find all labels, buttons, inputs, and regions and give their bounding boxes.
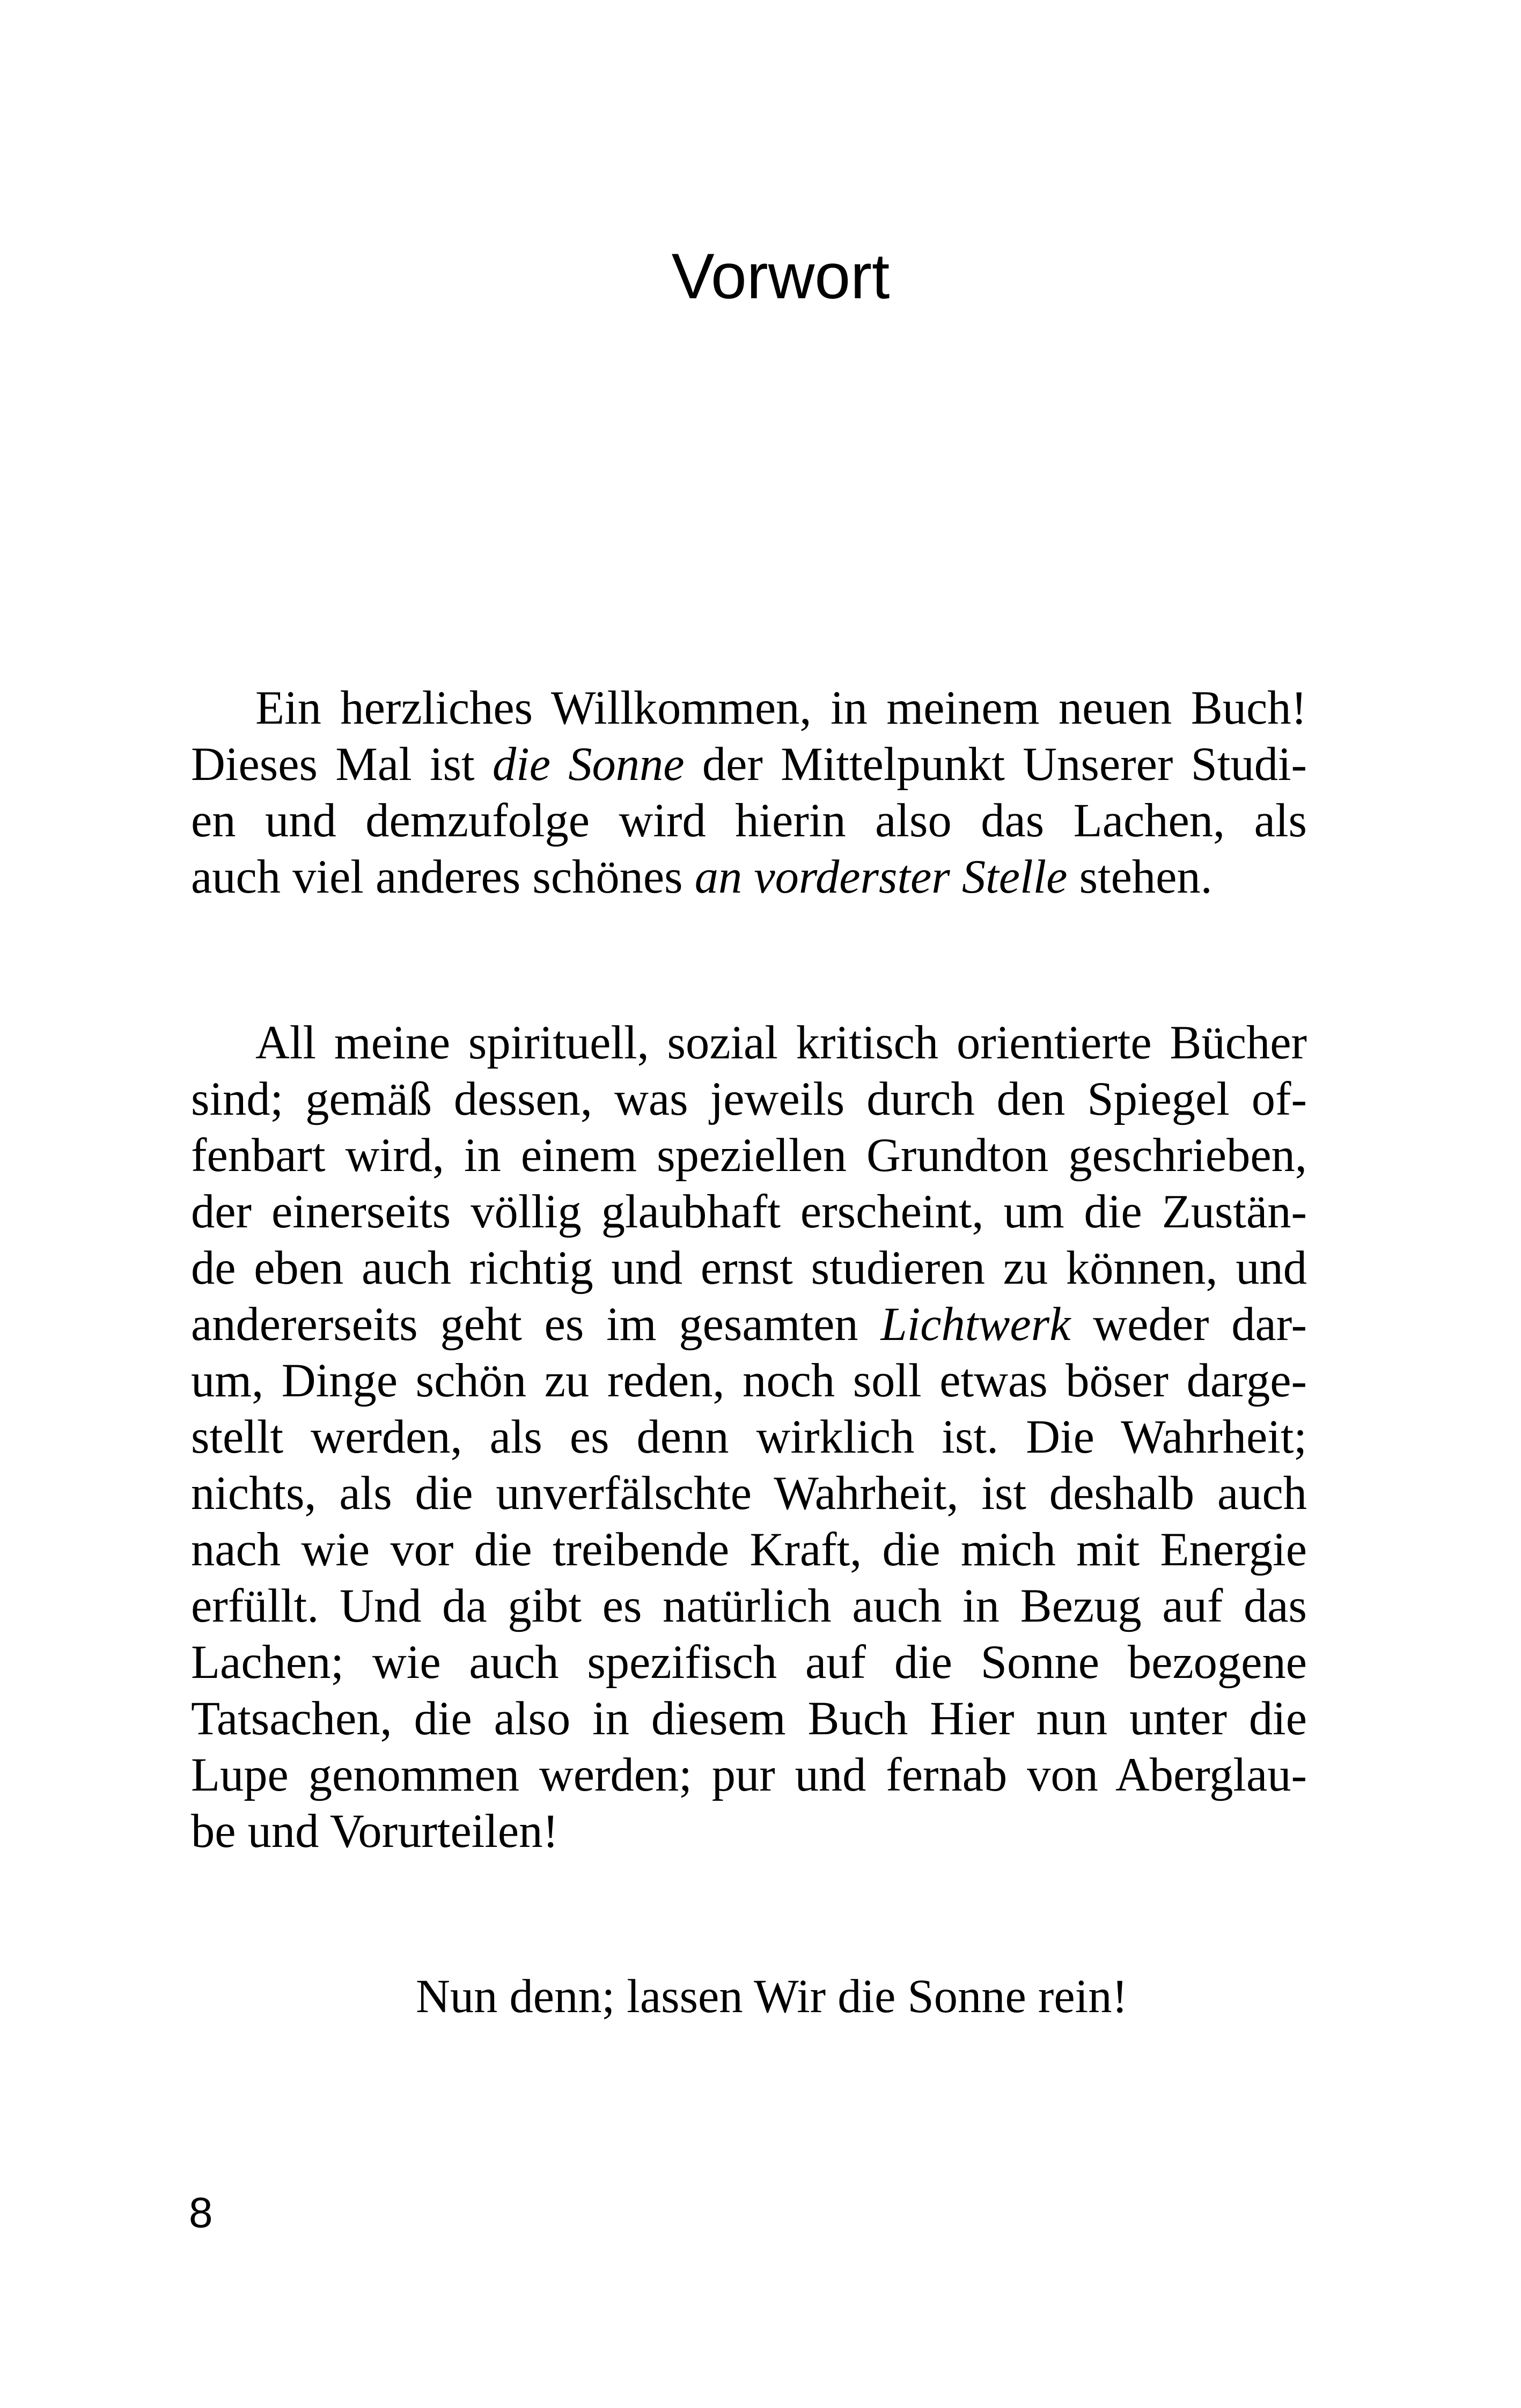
text-line: erfüllt. Und da gibt es natürlich auch in Bezug auf das: [191, 1580, 1307, 1632]
italic-emphasis: an vorderster Stelle: [694, 851, 1068, 903]
text-line: fenbart wird, in einem speziellen Grundton geschrieben,: [191, 1129, 1307, 1182]
paragraph-intro: [191, 1015, 1307, 1860]
text-line: Tatsachen, die also in diesem Buch Hier nun unter die: [191, 1692, 1307, 1745]
closing-line: Nun denn; lassen Wir die Sonne rein!: [416, 1970, 1128, 2023]
text-line: andererseits geht es im gesamten Lichtwerk weder dar-: [191, 1298, 1307, 1351]
text-line: auch viel anderes schönes an vorderster Stelle stehen.: [191, 851, 1213, 903]
text-line: der einerseits völlig glaubhaft erscheint, um die Zustän-: [191, 1185, 1307, 1238]
text-line: stellt werden, als es denn wirklich ist. Die Wahrheit;: [191, 1411, 1307, 1463]
text-line: de eben auch richtig und ernst studieren zu können, und: [191, 1242, 1307, 1294]
text-line: Ein herzliches Willkommen, in meinem neuen Buch!: [255, 682, 1307, 734]
chapter-title: Vorwort: [671, 240, 890, 312]
text-line: Lupe genommen werden; pur und fernab von Aberglau-: [191, 1749, 1307, 1801]
paragraph-welcome: [191, 680, 1307, 905]
text-line: be und Vorurteilen!: [191, 1805, 559, 1858]
italic-emphasis: die Sonne: [492, 738, 685, 791]
text-line: sind; gemäß dessen, was jeweils durch den Spiegel of-: [191, 1073, 1307, 1125]
text-line: Dieses Mal ist die Sonne der Mittelpunkt Unserer Studi-: [191, 738, 1307, 791]
text-line: en und demzufolge wird hierin also das Lachen, als: [191, 794, 1307, 847]
text-line: um, Dinge schön zu reden, noch soll etwas böser darge-: [191, 1354, 1307, 1407]
text-line: Lachen; wie auch spezifisch auf die Sonne bezogene: [191, 1636, 1307, 1689]
text-line: All meine spirituell, sozial kritisch orientierte Bücher: [255, 1017, 1307, 1069]
text-line: nichts, als die unverfälschte Wahrheit, ist deshalb auch: [191, 1467, 1307, 1520]
page-number: 8: [189, 2189, 213, 2236]
italic-emphasis: Lichtwerk: [880, 1298, 1071, 1351]
text-line: nach wie vor die treibende Kraft, die mich mit Energie: [191, 1523, 1307, 1576]
